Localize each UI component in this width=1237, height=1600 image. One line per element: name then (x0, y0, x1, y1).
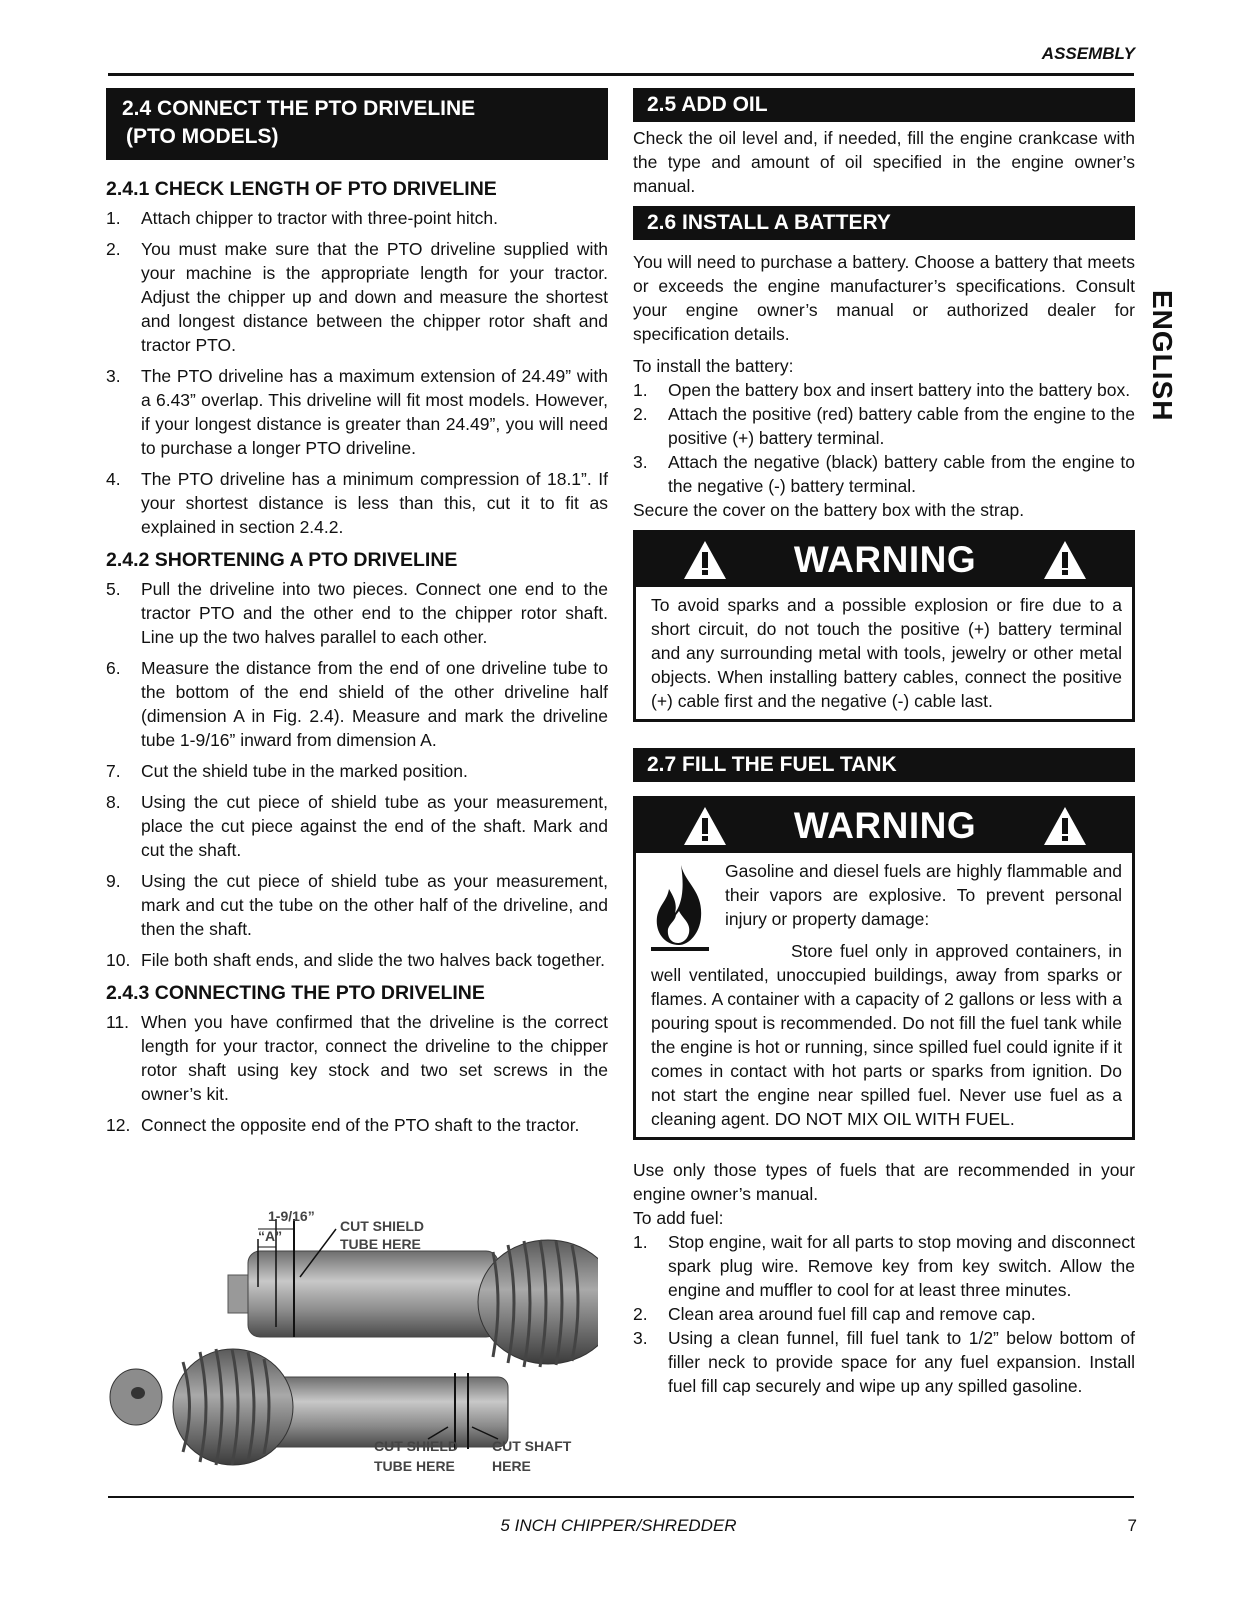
section-2-7-header: 2.7 FILL THE FUEL TANK (633, 748, 1135, 782)
steps-2-4-1 (106, 206, 608, 539)
section-2-6-header: 2.6 INSTALL A BATTERY (633, 206, 1135, 240)
step-item (633, 378, 1135, 402)
step-item (106, 759, 608, 783)
warning-triangle-icon (1042, 539, 1088, 581)
step-text: Using the cut piece of shield tube as your measurement, mark and cut the tube on the other half of the driveline, and then the shaft. (141, 871, 608, 939)
step-number: 3. (633, 1328, 648, 1348)
cut-shield-top-label-2: TUBE HERE (340, 1236, 421, 1252)
step-number: 2. (633, 1304, 648, 1324)
section-2-4-header (106, 88, 608, 160)
fuel-warning-header (636, 799, 1132, 853)
right-column (633, 88, 1135, 1398)
cut-shield-bottom-label-2: TUBE HERE (374, 1458, 455, 1474)
step-text: Connect the opposite end of the PTO shaft to the tractor. (141, 1115, 580, 1135)
steps-2-4-3 (106, 1010, 608, 1137)
cut-shaft-label-2: HERE (492, 1458, 531, 1474)
step-number: 5. (106, 579, 121, 599)
section-2-5-header: 2.5 ADD OIL (633, 88, 1135, 122)
step-item (633, 1302, 1135, 1326)
battery-steps (633, 378, 1135, 498)
pto-driveline-figure (108, 1207, 598, 1482)
step-text: Open the battery box and insert battery into the battery box. (668, 380, 1131, 400)
warning-triangle-icon (682, 805, 728, 847)
step-text: Cut the shield tube in the marked position. (141, 761, 468, 781)
oil-text: Check the oil level and, if needed, fill the engine crankcase with the type and amount of oil specified in the engine owner’s manual. (633, 128, 1135, 196)
fuel-warning-text-2: Store fuel only in approved containers, in well ventilated, unoccupied buildings, away from sparks or flames. A container with a capacity of 2 gallons or less with a pouring spout is recommended. Do not fill the fuel tank while the engine is hot or running, since spilled fuel could ignite if it comes in contact with hot parts or sparks from ignition. Do not start the engine near spilled fuel. Never use fuel as a cleaning agent. DO NOT MIX OIL WITH FUEL. (651, 941, 1122, 1129)
fuel-warning-body (636, 853, 1132, 1137)
battery-intro: You will need to purchase a battery. Choose a battery that meets or exceeds the engine manufacturer’s specifications. Consult your engine owner’s manual or authorized dealer for specification details. (633, 252, 1135, 344)
step-item (106, 869, 608, 941)
step-item (106, 790, 608, 862)
step-number: 9. (106, 871, 121, 891)
step-text: The PTO driveline has a maximum extension of 24.49” with a 6.43” overlap. This driveline will fit most models. However, if your longest distance is greater than 24.49”, you will need to purchase a longer PTO driveline. (141, 366, 608, 458)
dim-a-label: “A” (258, 1228, 283, 1244)
footer-rule (108, 1496, 1134, 1498)
lower-boot (110, 1349, 293, 1465)
battery-warning-text: To avoid sparks and a possible explosion or fire due to a short circuit, do not touch the positive (+) battery terminal and any surrounding metal with tools, jewelry or other metal objects. When installing battery cables, connect the positive (+) cable first and the negative (-) cable last. (651, 595, 1122, 711)
step-number: 10. (106, 950, 131, 970)
warning-triangle-icon (1042, 805, 1088, 847)
flame-icon (645, 861, 715, 953)
step-number: 11. (106, 1012, 130, 1032)
step-text: The PTO driveline has a minimum compression of 18.1”. If your shortest distance is less than this, cut it to fit as explained in section 2.4.2. (141, 469, 608, 537)
step-item (106, 364, 608, 460)
fuel-warning-title: WARNING (793, 805, 977, 846)
step-text: Stop engine, wait for all parts to stop moving and disconnect spark plug wire. Remove key from key switch. Allow the engine and muffler to cool for at least three minutes. (668, 1232, 1135, 1300)
fuel-warning-box (633, 796, 1135, 1140)
step-item (106, 656, 608, 752)
step-item (633, 450, 1135, 498)
step-number: 7. (106, 761, 121, 781)
step-item (633, 1230, 1135, 1302)
step-item (106, 206, 608, 230)
step-text: You must make sure that the PTO driveline supplied with your machine is the appropriate length for your tractor. Adjust the chipper up and down and measure the shortest and longest distance between the chipper rotor shaft and tractor PTO. (141, 239, 608, 355)
step-number: 2. (633, 404, 648, 424)
step-item (106, 1010, 608, 1106)
step-text: Clean area around fuel fill cap and remove cap. (668, 1304, 1036, 1324)
section-2-4-title-line1: 2.4 CONNECT THE PTO DRIVELINE (122, 97, 476, 120)
battery-warning-title: WARNING (793, 539, 977, 580)
step-number: 8. (106, 792, 121, 812)
step-number: 2. (106, 239, 121, 259)
step-text: Using a clean funnel, fill fuel tank to 1/2” below bottom of filler neck to provide space for any fuel expansion. Install fuel fill cap securely and wipe up any spilled gasoline. (668, 1328, 1135, 1396)
step-number: 3. (106, 366, 121, 386)
battery-warning-box (633, 530, 1135, 722)
step-text: Attach the positive (red) battery cable from the engine to the positive (+) battery terminal. (668, 404, 1135, 448)
running-header: ASSEMBLY (1041, 44, 1135, 63)
subsection-2-4-1-heading: 2.4.1 CHECK LENGTH OF PTO DRIVELINE (106, 178, 497, 200)
page-number: 7 (1127, 1516, 1137, 1535)
fuel-warning-text-1: Gasoline and diesel fuels are highly flammable and their vapors are explosive. To prevent personal injury or property damage: (725, 861, 1122, 929)
step-text: Using the cut piece of shield tube as your measurement, place the cut piece against the end of the shaft. Mark and cut the shaft. (141, 792, 608, 860)
cut-shaft-label-1: CUT SHAFT (492, 1438, 572, 1454)
step-item (106, 237, 608, 357)
step-item (106, 1113, 608, 1137)
step-text: Attach chipper to tractor with three-point hitch. (141, 208, 498, 228)
fuel-steps (633, 1230, 1135, 1398)
step-number: 1. (633, 380, 648, 400)
left-column (106, 88, 608, 1144)
step-text: Attach the negative (black) battery cable from the engine to the negative (-) battery terminal. (668, 452, 1135, 496)
step-number: 6. (106, 658, 121, 678)
subsection-2-4-3-heading: 2.4.3 CONNECTING THE PTO DRIVELINE (106, 982, 485, 1004)
step-text: Pull the driveline into two pieces. Connect one end to the tractor PTO and the other end to the chipper rotor shaft. Line up the two halves parallel to each other. (141, 579, 608, 647)
language-tab-label: ENGLISH (1147, 290, 1178, 422)
fuel-to-add: To add fuel: (633, 1208, 724, 1228)
header-rule (108, 73, 1134, 76)
step-number: 1. (633, 1232, 648, 1252)
step-number: 1. (106, 208, 121, 228)
language-tab (1130, 290, 1180, 430)
section-2-4-title-line2: (PTO MODELS) (126, 125, 279, 148)
cut-shield-bottom-label-1: CUT SHIELD (374, 1438, 458, 1454)
cut-shield-top-label-1: CUT SHIELD (340, 1218, 424, 1234)
step-text: Measure the distance from the end of one driveline tube to the bottom of the end shield of the other driveline half (dimension A in Fig. 2.4). Measure and mark the driveline tube 1-9/16” inward from dimension A. (141, 658, 608, 750)
fuel-intro: Use only those types of fuels that are recommended in your engine owner’s manual. (633, 1160, 1135, 1204)
footer-title: 5 INCH CHIPPER/SHREDDER (500, 1516, 737, 1535)
step-item (106, 948, 608, 972)
warning-triangle-icon (682, 539, 728, 581)
step-text: When you have confirmed that the driveline is the correct length for your tractor, connect the driveline to the chipper rotor shaft using key stock and two set screws in the owner’s kit. (141, 1012, 608, 1104)
step-item (633, 402, 1135, 450)
step-item (106, 577, 608, 649)
step-number: 4. (106, 469, 121, 489)
step-number: 12. (106, 1115, 131, 1135)
battery-warning-header (636, 533, 1132, 587)
battery-secure: Secure the cover on the battery box with the strap. (633, 500, 1025, 520)
subsection-2-4-2-heading: 2.4.2 SHORTENING A PTO DRIVELINE (106, 549, 458, 571)
pto-driveline-photo (108, 1207, 598, 1482)
dim-label: 1-9/16” (268, 1208, 315, 1224)
steps-2-4-2 (106, 577, 608, 972)
step-text: File both shaft ends, and slide the two halves back together. (141, 950, 606, 970)
battery-to-install: To install the battery: (633, 356, 794, 376)
step-number: 3. (633, 452, 648, 472)
step-item (633, 1326, 1135, 1398)
step-item (106, 467, 608, 539)
